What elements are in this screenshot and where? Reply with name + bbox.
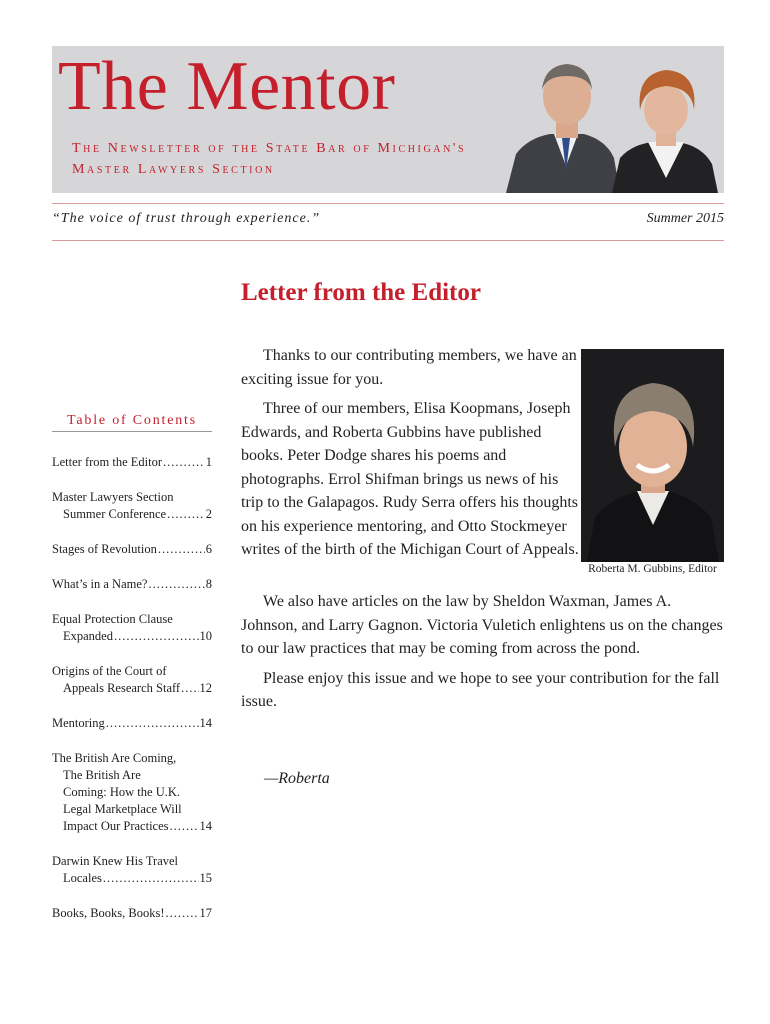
- masthead-photo: [498, 46, 724, 193]
- toc-item[interactable]: Stages of Revolution ..... 6: [52, 541, 212, 558]
- masthead-rule-top: [52, 203, 724, 204]
- issue-date: Summer 2015: [646, 211, 724, 226]
- article-paragraph: We also have articles on the law by Sheldon Waxman, James A. Johnson, and Larry Gagnon. Victoria Vuletich enlightens us on the changes to our law practices that may be coming from across the pond.: [241, 593, 723, 657]
- toc-item[interactable]: Mentoring ..... 14: [52, 715, 212, 732]
- toc-item[interactable]: Letter from the Editor ..... 1: [52, 454, 212, 471]
- editor-portrait-image: [581, 349, 724, 562]
- article-title: Letter from the Editor: [241, 279, 481, 306]
- toc-item[interactable]: The British Are Coming, The British Are Coming: How the U.K. Legal Marketplace Will Impact Our Practices ..... 14: [52, 750, 212, 835]
- newsletter-title: The Mentor: [58, 48, 396, 125]
- toc-item[interactable]: Books, Books, Books! ..... 17: [52, 905, 212, 922]
- toc-item[interactable]: Origins of the Court of Appeals Research Staff ..... 12: [52, 663, 212, 697]
- toc-heading: Table of Contents: [67, 413, 197, 428]
- toc-item[interactable]: Equal Protection Clause Expanded ..... 10: [52, 611, 212, 645]
- article-paragraph: Please enjoy this issue and we hope to see your contribution for the fall issue.: [241, 669, 720, 710]
- newsletter-subtitle-line2: Master Lawyers Section: [72, 162, 275, 177]
- article-paragraph: Thanks to our contributing members, we have an exciting issue for you.: [241, 347, 577, 388]
- newsletter-subtitle-line1: The Newsletter of the State Bar of Michigan's: [72, 141, 467, 156]
- toc-item[interactable]: Darwin Knew His Travel Locales ..... 15: [52, 853, 212, 887]
- article-body-bottom: [241, 590, 723, 714]
- masthead-people-image: [498, 46, 724, 193]
- toc-rule: [52, 431, 212, 432]
- article-body-top: [241, 344, 579, 562]
- tagline: “The voice of trust through experience.”: [52, 211, 321, 226]
- toc-item[interactable]: Master Lawyers Section Summer Conference ..... 2: [52, 489, 212, 523]
- photo-caption: Roberta M. Gubbins, Editor: [588, 563, 717, 575]
- signature: —Roberta: [264, 770, 330, 787]
- toc-item[interactable]: What’s in a Name? ..... 8: [52, 576, 212, 593]
- article-paragraph: Three of our members, Elisa Koopmans, Joseph Edwards, and Roberta Gubbins have published books. Peter Dodge shares his poems and photographs. Errol Shifman brings us news of his trip to the Galapagos. Rudy Serra offers his thoughts on his experience mentoring, and Otto Stockmeyer writes of the birth of the Michigan Court of Appeals.: [241, 400, 579, 558]
- editor-photo: [581, 349, 724, 562]
- table-of-contents: [52, 454, 212, 940]
- masthead-rule-bottom: [52, 240, 724, 241]
